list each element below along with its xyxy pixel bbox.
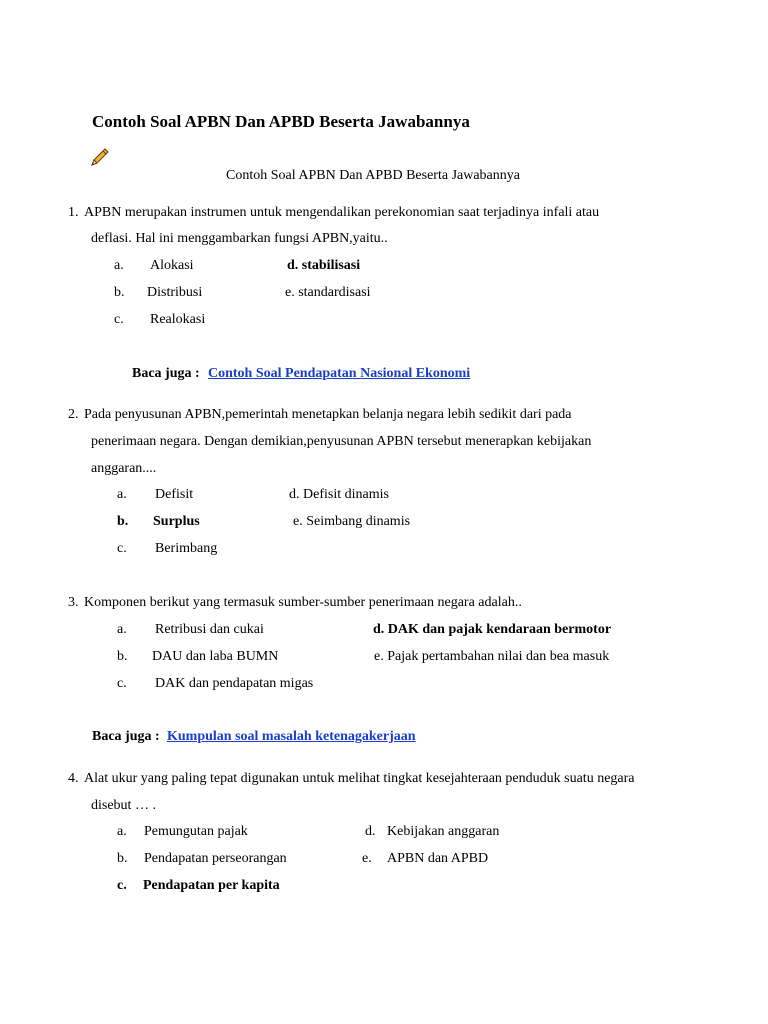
question-4-number: 4.: [68, 771, 79, 786]
question-4-text-line1: Alat ukur yang paling tepat digunakan untuk melihat tingkat kesejahteraan penduduk suatu negara: [84, 771, 635, 786]
q2-option-b-answer: Surplus: [153, 514, 200, 529]
question-2-text-line1: Pada penyusunan APBN,pemerintah menetapkan belanja negara lebih sedikit dari pada: [84, 407, 572, 422]
document-subtitle: Contoh Soal APBN Dan APBD Beserta Jawabannya: [226, 168, 520, 183]
q2-option-c-text: Berimbang: [155, 541, 218, 556]
question-2-number: 2.: [68, 407, 79, 422]
q1-option-b-letter: b.: [114, 285, 125, 300]
q1-option-a-letter: a.: [114, 258, 124, 273]
read-also-label-1: Baca juga :: [132, 366, 200, 381]
read-also-label-2: Baca juga :: [92, 729, 160, 744]
q3-option-c-text: DAK dan pendapatan migas: [155, 676, 314, 691]
q4-option-c-answer: Pendapatan per kapita: [143, 878, 280, 893]
q1-option-e-text: e. standardisasi: [285, 285, 371, 300]
q1-option-b-text: Distribusi: [147, 285, 203, 300]
q4-option-d-letter: d.: [365, 824, 376, 839]
q3-option-e-text: e. Pajak pertambahan nilai dan bea masuk: [374, 649, 610, 664]
q4-option-c-letter: c.: [117, 878, 127, 893]
q2-option-d-text: d. Defisit dinamis: [289, 487, 389, 502]
question-2-text-line3: anggaran....: [91, 461, 157, 476]
read-also-link-1[interactable]: Contoh Soal Pendapatan Nasional Ekonomi: [208, 366, 471, 381]
q4-option-b-text: Pendapatan perseorangan: [144, 851, 287, 866]
q3-option-b-text: DAU dan laba BUMN: [152, 649, 279, 664]
q3-option-a-letter: a.: [117, 622, 127, 637]
q4-option-d-text: Kebijakan anggaran: [387, 824, 500, 839]
q3-option-c-letter: c.: [117, 676, 127, 691]
q4-option-a-letter: a.: [117, 824, 127, 839]
pencil-icon: [89, 146, 111, 173]
q2-option-a-letter: a.: [117, 487, 127, 502]
question-1-text-line1: APBN merupakan instrumen untuk mengendalikan perekonomian saat terjadinya infali atau: [84, 205, 600, 220]
q4-option-b-letter: b.: [117, 851, 128, 866]
q4-option-e-text: APBN dan APBD: [387, 851, 489, 866]
q1-option-c-text: Realokasi: [150, 312, 206, 327]
question-1-number: 1.: [68, 205, 79, 220]
q4-option-e-letter: e.: [362, 851, 372, 866]
q2-option-c-letter: c.: [117, 541, 127, 556]
question-3-text-line1: Komponen berikut yang termasuk sumber-sumber penerimaan negara adalah..: [84, 595, 522, 610]
q3-option-b-letter: b.: [117, 649, 128, 664]
q3-option-a-text: Retribusi dan cukai: [155, 622, 264, 637]
question-2-text-line2: penerimaan negara. Dengan demikian,penyusunan APBN tersebut menerapkan kebijakan: [91, 434, 592, 449]
q1-option-d-answer: d. stabilisasi: [287, 258, 361, 273]
read-also-link-2[interactable]: Kumpulan soal masalah ketenagakerjaan: [167, 729, 416, 744]
question-4-text-line2: disebut … .: [91, 798, 156, 813]
q4-option-a-text: Pemungutan pajak: [144, 824, 248, 839]
page-title: Contoh Soal APBN Dan APBD Beserta Jawabannya: [92, 112, 470, 131]
q1-option-c-letter: c.: [114, 312, 124, 327]
q2-option-b-letter: b.: [117, 514, 129, 529]
question-3-number: 3.: [68, 595, 79, 610]
q1-option-a-text: Alokasi: [150, 258, 194, 273]
q3-option-d-answer: d. DAK dan pajak kendaraan bermotor: [373, 622, 612, 637]
question-1-text-line2: deflasi. Hal ini menggambarkan fungsi APBN,yaitu..: [91, 231, 388, 246]
q2-option-e-text: e. Seimbang dinamis: [293, 514, 411, 529]
q2-option-a-text: Defisit: [155, 487, 194, 502]
